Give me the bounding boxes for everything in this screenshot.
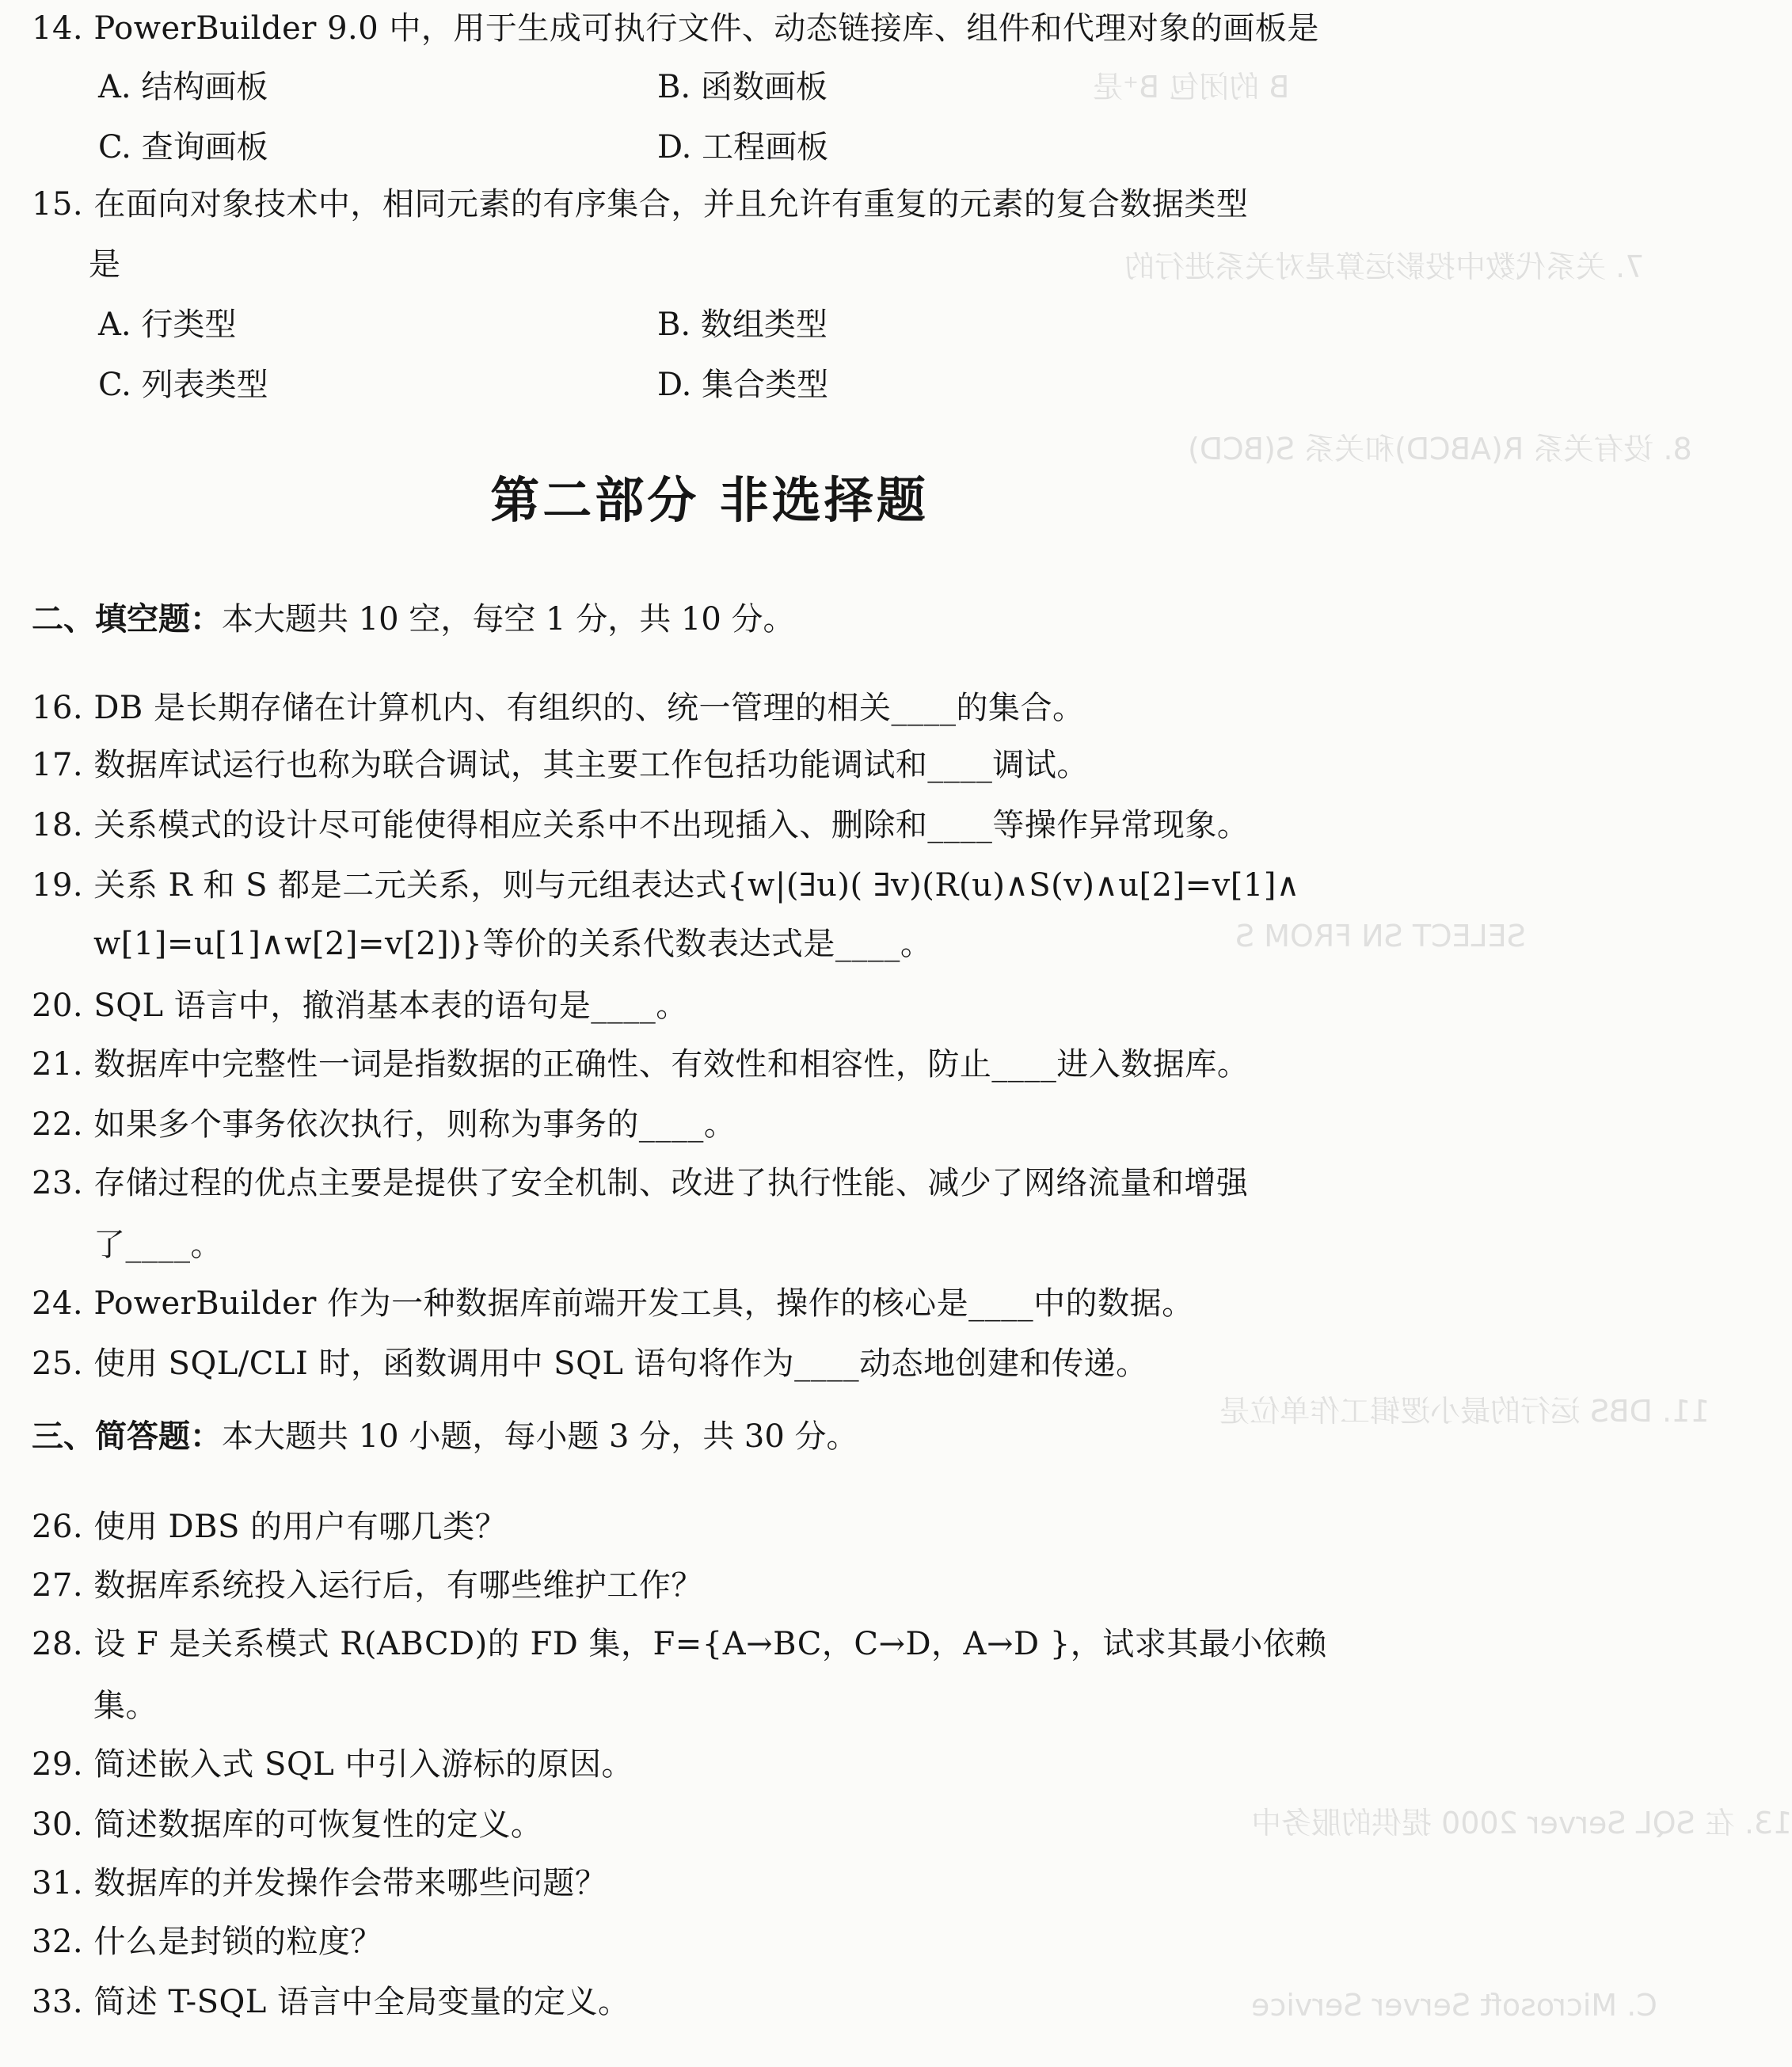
bleed-through-texture: 13. 在 SQL Server 2000 提供的服务中 [1251, 1806, 1792, 1841]
question-15-stem: 15. 在面向对象技术中，相同元素的有序集合，并且允许有重复的元素的复合数据类型 [32, 186, 1249, 223]
question-14-option-b: B. 函数画板 [657, 69, 828, 105]
short-answer-section-heading [32, 1418, 858, 1456]
question-19-continuation: w[1]=u[1]∧w[2]=v[2])}等价的关系代数表达式是____。 [93, 926, 933, 962]
question-29: 29. 简述嵌入式 SQL 中引入游标的原因。 [32, 1746, 634, 1783]
question-14-stem: 14. PowerBuilder 9.0 中，用于生成可执行文件、动态链接库、组件和代理对象的画板是 [32, 10, 1319, 47]
fill-in-section-heading [32, 600, 795, 638]
bleed-through-texture: SELECT SN FROM S [1235, 919, 1526, 954]
question-15-stem-continuation: 是 [89, 246, 121, 283]
fill-in-heading-text: 本大题共 10 空，每空 1 分，共 10 分。 [222, 601, 795, 638]
question-23: 23. 存储过程的优点主要是提供了安全机制、改进了执行性能、减少了网络流量和增强 [32, 1165, 1249, 1201]
question-14-option-d: D. 工程画板 [657, 129, 829, 166]
question-15-option-a: A. 行类型 [98, 306, 237, 343]
question-26: 26. 使用 DBS 的用户有哪几类？ [32, 1509, 508, 1545]
question-28-continuation: 集。 [93, 1688, 158, 1724]
question-25: 25. 使用 SQL/CLI 时，函数调用中 SQL 语句将作为____动态地创建和传递。 [32, 1346, 1148, 1382]
bleed-through-texture: 11. DBS 运行的最小逻辑工作单位是 [1219, 1394, 1710, 1429]
question-14-option-a: A. 结构画板 [98, 69, 268, 105]
question-30: 30. 简述数据库的可恢复性的定义。 [32, 1806, 543, 1843]
short-answer-heading-label: 三、简答题： [32, 1418, 222, 1455]
question-32: 32. 什么是封锁的粒度？ [32, 1924, 382, 1960]
question-15-option-c: C. 列表类型 [98, 367, 268, 403]
part-two-title: 第二部分 非选择题 [490, 471, 929, 529]
question-15-option-d: D. 集合类型 [657, 367, 829, 403]
question-17: 17. 数据库试运行也称为联合调试，其主要工作包括功能调试和____调试。 [32, 747, 1089, 783]
question-19: 19. 关系 R 和 S 都是二元关系，则与元组表达式{w|(∃u)( ∃v)(R(u)∧S(v)∧u[2]=v[1]∧ [32, 867, 1300, 904]
question-22: 22. 如果多个事务依次执行，则称为事务的____。 [32, 1106, 736, 1143]
question-27: 27. 数据库系统投入运行后，有哪些维护工作？ [32, 1567, 703, 1604]
question-15-option-b: B. 数组类型 [657, 306, 828, 343]
bleed-through-texture: 7. 关系代数中投影运算是对关系进行的 [1124, 249, 1645, 284]
question-14-option-c: C. 查询画板 [98, 129, 268, 166]
question-18: 18. 关系模式的设计尽可能使得相应关系中不出现插入、删除和____等操作异常现象。 [32, 807, 1250, 843]
bleed-through-texture: C. Microsoft Server Service [1251, 1988, 1657, 2023]
short-answer-heading-text: 本大题共 10 小题，每小题 3 分，共 30 分。 [222, 1418, 858, 1455]
question-23-continuation: 了____。 [93, 1227, 223, 1263]
question-24: 24. PowerBuilder 作为一种数据库前端开发工具，操作的核心是____中的数据。 [32, 1285, 1194, 1322]
question-31: 31. 数据库的并发操作会带来哪些问题？ [32, 1865, 607, 1901]
question-28: 28. 设 F 是关系模式 R(ABCD)的 FD 集，F={A→BC，C→D，A→D }，试求其最小依赖 [32, 1626, 1327, 1662]
fill-in-heading-label: 二、填空题： [32, 601, 222, 638]
question-21: 21. 数据库中完整性一词是指数据的正确性、有效性和相容性，防止____进入数据库。 [32, 1046, 1250, 1083]
bleed-through-texture: B 的闭包 B⁺是 [1093, 70, 1290, 105]
question-33: 33. 简述 T-SQL 语言中全局变量的定义。 [32, 1984, 630, 2020]
question-20: 20. SQL 语言中，撤消基本表的语句是____。 [32, 988, 688, 1024]
question-16: 16. DB 是长期存储在计算机内、有组织的、统一管理的相关____的集合。 [32, 690, 1085, 726]
bleed-through-texture: 8. 设有关系 R(ABCD)和关系 S(BCD) [1188, 432, 1692, 466]
